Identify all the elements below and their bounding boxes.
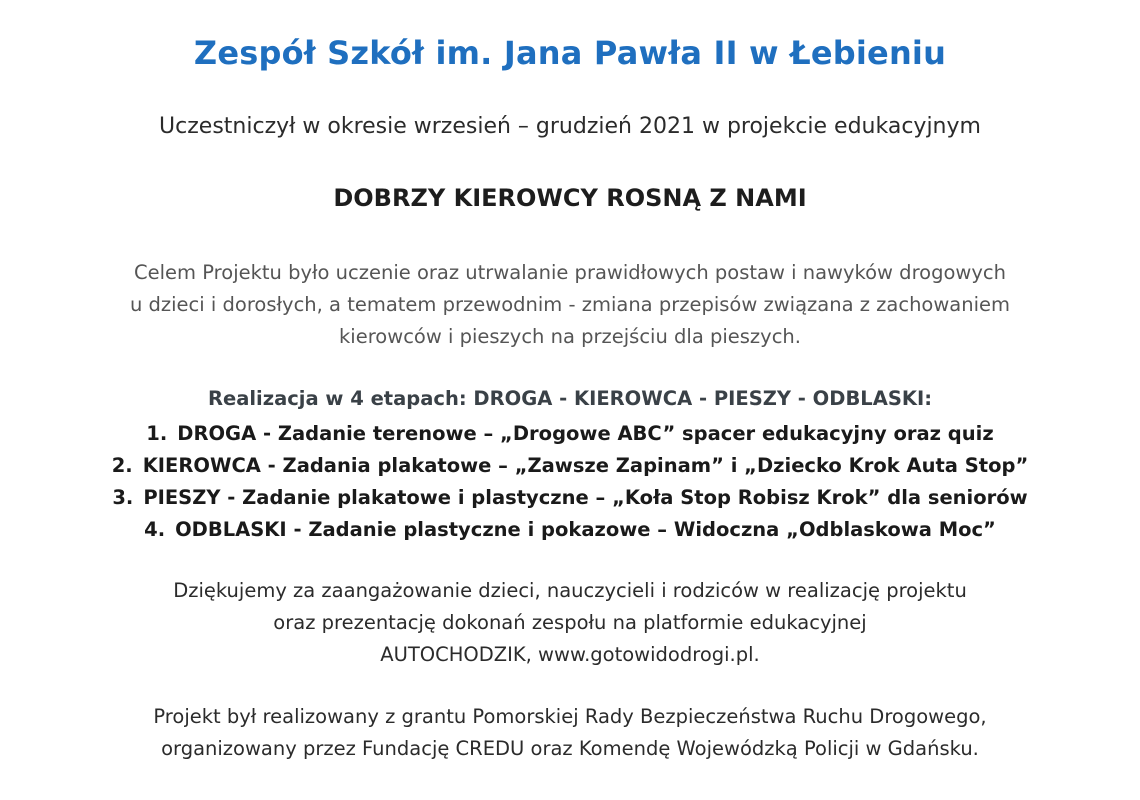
thanks-line: Dziękujemy za zaangażowanie dzieci, nauczycieli i rodziców w realizację projektu: [173, 579, 967, 602]
goal-line: Celem Projektu było uczenie oraz utrwalanie prawidłowych postaw i nawyków drogowych: [134, 261, 1006, 284]
funding-line: organizowany przez Fundację CREDU oraz Komendę Wojewódzką Policji w Gdańsku.: [161, 737, 979, 760]
thanks-line: oraz prezentację dokonań zespołu na platformie edukacyjnej: [273, 611, 867, 634]
stage-text: PIESZY - Zadanie plakatowe i plastyczne – „Koła Stop Robisz Krok” dla seniorów: [143, 486, 1028, 509]
stage-number: 1.: [146, 422, 168, 445]
stages-list: [0, 418, 1140, 546]
stage-item: [0, 418, 1140, 450]
project-goal-paragraph: [0, 257, 1140, 353]
stage-item: [0, 514, 1140, 546]
participation-statement: Uczestniczył w okresie wrzesień – grudzień 2021 w projekcie edukacyjnym: [159, 114, 981, 139]
stage-number: 4.: [144, 518, 166, 541]
goal-line: kierowców i pieszych na przejściu dla pieszych.: [339, 325, 801, 348]
stage-text: KIEROWCA - Zadania plakatowe – „Zawsze Zapinam” i „Dziecko Krok Auta Stop”: [142, 454, 1029, 477]
stage-item: [0, 450, 1140, 482]
funding-line: Projekt był realizowany z grantu Pomorskiej Rady Bezpieczeństwa Ruchu Drogowego,: [153, 705, 987, 728]
thanks-paragraph: [0, 575, 1140, 671]
project-title: DOBRZY KIEROWCY ROSNĄ Z NAMI: [333, 184, 807, 212]
stage-text: DROGA - Zadanie terenowe – „Drogowe ABC” spacer edukacyjny oraz quiz: [177, 422, 994, 445]
goal-line: u dzieci i dorosłych, a tematem przewodnim - zmiana przepisów związana z zachowaniem: [129, 293, 1011, 316]
stage-text: ODBLASKI - Zadanie plastyczne i pokazowe – Widoczna „Odblaskowa Moc”: [175, 518, 996, 541]
stages-heading: Realizacja w 4 etapach: DROGA - KIEROWCA - PIESZY - ODBLASKI:: [207, 387, 933, 410]
school-name: Zespół Szkół im. Jana Pawła II w Łebieniu: [193, 34, 947, 72]
thanks-line: AUTOCHODZIK, www.gotowidodrogi.pl.: [380, 643, 760, 666]
stage-number: 3.: [112, 486, 134, 509]
stage-number: 2.: [111, 454, 133, 477]
stage-item: [0, 482, 1140, 514]
funding-paragraph: [0, 701, 1140, 765]
